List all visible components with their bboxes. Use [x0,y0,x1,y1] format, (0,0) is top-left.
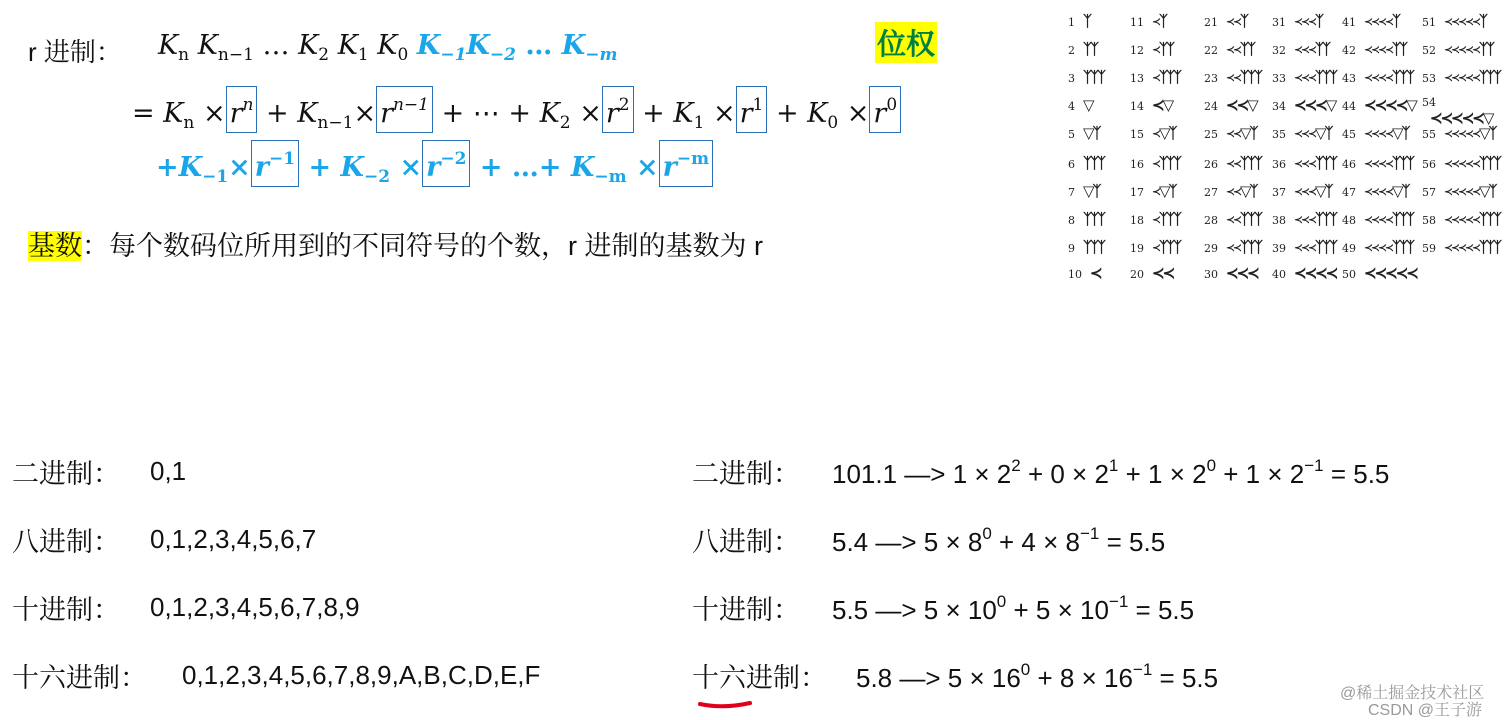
hex-digits: 0,1,2,3,4,5,6,7,8,9,A,B,C,D,E,F [182,660,541,690]
cuneiform-cell [1068,154,1104,172]
cuneiform-number: 36 [1272,158,1286,171]
cuneiform-cell [1342,182,1409,200]
cuneiform-glyph-icon: ≺≺▽ᛉ [1226,182,1257,200]
cuneiform-glyph-icon: ≺ᛉᛉ [1152,40,1174,58]
cuneiform-glyph-icon: ≺≺≺≺▽ᛉ [1364,182,1409,200]
cuneiform-glyph-icon: ▽ᛉ [1083,124,1100,142]
cuneiform-cell [1130,68,1180,86]
cuneiform-glyph-icon: ≺≺≺≺≺ᛉ [1444,12,1487,30]
cuneiform-glyph-icon: ᛉ [1083,12,1091,30]
cuneiform-number: 15 [1130,128,1144,141]
cuneiform-glyph-icon: ≺≺≺≺≺ᛉᛉᛉ [1444,68,1501,86]
cuneiform-cell [1204,68,1261,86]
cuneiform-cell [1068,96,1093,114]
cuneiform-cell [1272,68,1336,86]
cuneiform-cell [1130,12,1166,30]
cuneiform-number: 50 [1342,268,1356,281]
cuneiform-number: 23 [1204,72,1218,85]
red-underline-mark [696,696,756,712]
base-definition [28,224,763,263]
cuneiform-glyph-icon: ▽ᛉ [1083,182,1100,200]
cuneiform-number: 4 [1068,100,1075,113]
binary-digits: 0,1 [150,456,187,486]
cuneiform-cell [1130,210,1180,228]
cuneiform-glyph-icon: ≺≺ᛉᛉᛉ [1226,154,1262,172]
cuneiform-number: 12 [1130,44,1144,57]
cuneiform-cell [1130,40,1173,58]
cuneiform-glyph-icon: ᛉᛉᛉ [1083,154,1105,172]
cuneiform-number: 20 [1130,268,1144,281]
cuneiform-glyph-icon: ▽ [1083,96,1093,114]
cuneiform-number: 6 [1068,158,1075,171]
watermark-juejin: @稀土掘金技术社区 [1340,685,1485,702]
binary-example: 101.1 —> $1 \times 2^2 + 0 \times 2^1 + 1 \times 2^0 + 1 \times 2^{-1} = 5.5$ [832,456,1390,489]
cuneiform-number: 17 [1130,186,1144,199]
cuneiform-cell [1204,124,1257,142]
cuneiform-number: 41 [1342,16,1356,29]
cuneiform-glyph-icon: ≺≺≺▽ᛉ [1294,124,1332,142]
cuneiform-number: 11 [1130,16,1144,29]
cuneiform-glyph-icon: ≺≺≺≺ᛉᛉᛉ [1364,210,1414,228]
cuneiform-number: 21 [1204,16,1218,29]
cuneiform-glyph-icon: ≺≺≺ᛉᛉᛉ [1294,68,1337,86]
cuneiform-cell [1342,154,1413,172]
cuneiform-cell [1204,264,1258,282]
weight-box: $r^{-m}$ [659,140,713,187]
cuneiform-glyph-icon: ≺≺≺≺ᛉᛉᛉ [1364,238,1414,256]
cuneiform-number: 14 [1130,100,1144,113]
cuneiform-number: 26 [1204,158,1218,171]
cuneiform-glyph-icon: ≺≺≺≺ᛉᛉᛉ [1364,154,1414,172]
cuneiform-glyph-icon: ≺≺≺≺≺ᛉᛉᛉ [1444,154,1501,172]
cuneiform-cell [1130,264,1173,282]
cuneiform-glyph-icon: ≺≺≺ᛉᛉ [1294,40,1330,58]
cuneiform-number: 7 [1068,186,1075,199]
cuneiform-glyph-icon: ≺≺≺≺ᛉ [1364,12,1400,30]
weight-box: $r^{-1}$ [251,140,299,187]
decimal-example: 5.5 —> $5 \times 10^0 + 5 \times 10^{-1} = 5.5$ [832,592,1195,625]
cuneiform-cell [1272,96,1335,114]
cuneiform-number: 29 [1204,242,1218,255]
octal-digits: 0,1,2,3,4,5,6,7 [150,524,317,554]
cuneiform-number: 55 [1422,128,1436,141]
cuneiform-number: 2 [1068,44,1075,57]
cuneiform-cell [1068,210,1104,228]
cuneiform-cell [1204,12,1247,30]
cuneiform-glyph-icon: ≺≺ [1152,264,1174,282]
cuneiform-number: 10 [1068,268,1082,281]
cuneiform-cell [1068,238,1104,256]
cuneiform-glyph-icon: ᛉᛉᛉ [1083,238,1105,256]
cuneiform-number: 8 [1068,214,1075,227]
binary-digits-row: 二进制： [12,459,120,489]
hex-example: 5.8 —> $5 \times 16^0 + 8 \times 16^{-1} = 5.5$ [856,660,1219,693]
cuneiform-cell [1204,238,1261,256]
cuneiform-glyph-icon: ≺≺≺≺ [1294,264,1337,282]
cuneiform-number: 1 [1068,16,1075,29]
cuneiform-glyph-icon: ≺≺≺▽ᛉ [1294,182,1332,200]
cuneiform-glyph-icon: ≺≺≺≺≺▽ [1430,109,1493,127]
weight-box: $r^2$ [602,86,634,133]
cuneiform-glyph-icon: ≺≺≺ [1226,264,1258,282]
cuneiform-number: 59 [1422,242,1436,255]
cuneiform-number: 32 [1272,44,1286,57]
cuneiform-glyph-icon: ≺▽ᛉ [1152,182,1176,200]
cuneiform-cell [1342,40,1406,58]
cuneiform-number: 44 [1342,100,1356,113]
cuneiform-number: 42 [1342,44,1356,57]
cuneiform-glyph-icon: ≺ᛉ [1152,12,1167,30]
cuneiform-glyph-icon: ᛉᛉᛉ [1083,68,1105,86]
weight-box: $r^{n-1}$ [376,86,433,133]
cuneiform-number: 57 [1422,186,1436,199]
cuneiform-number: 27 [1204,186,1218,199]
expansion-row-fraction: $+K_{-1}\times r^{-1} + K_{-2} \times r^{-2}$ + …+ $K_{-m} \times r^{-m}$ [156,140,713,187]
cuneiform-glyph-icon: ≺≺≺≺≺▽ᛉ [1444,182,1496,200]
cuneiform-glyph-icon: ≺≺ᛉᛉᛉ [1226,210,1262,228]
cuneiform-glyph-icon: ≺≺ᛉᛉᛉ [1226,68,1262,86]
weight-box: $r^0$ [869,86,901,133]
cuneiform-glyph-icon: ≺ᛉᛉᛉ [1152,154,1181,172]
cuneiform-glyph-icon: ≺≺≺ᛉ [1294,12,1323,30]
cuneiform-number: 35 [1272,128,1286,141]
octal-example: 5.4 —> $5 \times 8^0 + 4 \times 8^{-1} = 5.5$ [832,524,1166,557]
cuneiform-number: 54 [1422,96,1436,109]
cuneiform-cell [1342,124,1409,142]
cuneiform-number: 40 [1272,268,1286,281]
cuneiform-number: 58 [1422,214,1436,227]
base-definition-text: ：每个数码位所用到的不同符号的个数，r 进制的基数为 r [82,231,763,261]
cuneiform-glyph-icon: ≺≺≺≺ᛉᛉ [1364,40,1407,58]
cuneiform-cell [1342,96,1416,114]
cuneiform-cell [1342,12,1399,30]
cuneiform-number: 38 [1272,214,1286,227]
cuneiform-number: 28 [1204,214,1218,227]
cuneiform-number: 25 [1204,128,1218,141]
cuneiform-cell [1068,40,1097,58]
cuneiform-cell [1342,238,1413,256]
cuneiform-number: 49 [1342,242,1356,255]
cuneiform-glyph-icon: ≺≺ᛉᛉ [1226,40,1255,58]
cuneiform-number: 37 [1272,186,1286,199]
cuneiform-cell [1204,182,1257,200]
cuneiform-number: 51 [1422,16,1436,29]
cuneiform-glyph-icon: ≺▽ᛉ [1152,124,1176,142]
cuneiform-cell [1342,68,1413,86]
cuneiform-cell [1272,264,1336,282]
cuneiform-glyph-icon: ≺≺≺≺≺ [1364,264,1417,282]
cuneiform-number: 48 [1342,214,1356,227]
cuneiform-glyph-icon: ≺≺ᛉᛉᛉ [1226,238,1262,256]
cuneiform-cell [1204,96,1257,114]
decimal-digits-row: 十进制： [12,595,120,625]
cuneiform-number: 24 [1204,100,1218,113]
radix-label: r 进制： [28,37,122,67]
cuneiform-number: 22 [1204,44,1218,57]
cuneiform-cell [1342,264,1417,282]
octal-example-label: 八进制： [692,527,800,557]
cuneiform-glyph-icon: ᛉᛉ [1083,40,1098,58]
cuneiform-cell [1204,210,1261,228]
cuneiform-glyph-icon: ≺≺≺≺▽ᛉ [1364,124,1409,142]
cuneiform-number: 13 [1130,72,1144,85]
cuneiform-glyph-icon: ≺≺≺ᛉᛉᛉ [1294,210,1337,228]
cuneiform-number: 31 [1272,16,1286,29]
cuneiform-number: 43 [1342,72,1356,85]
cuneiform-glyph-icon: ≺≺ᛉ [1226,12,1248,30]
cuneiform-cell [1204,40,1254,58]
cuneiform-cell [1422,154,1500,172]
cuneiform-number: 5 [1068,128,1075,141]
cuneiform-cell [1130,182,1176,200]
cuneiform-glyph-icon: ≺≺≺≺≺ᛉᛉᛉ [1444,210,1501,228]
cuneiform-cell [1422,238,1500,256]
cuneiform-cell [1422,68,1500,86]
cuneiform-glyph-icon: ≺≺≺≺≺ᛉᛉᛉ [1444,238,1501,256]
cuneiform-cell [1422,96,1502,127]
cuneiform-cell [1342,210,1413,228]
cuneiform-glyph-icon: ≺▽ [1152,96,1173,114]
cuneiform-number: 56 [1422,158,1436,171]
watermark-csdn: CSDN @王子游 [1368,702,1483,719]
cuneiform-number: 9 [1068,242,1075,255]
cuneiform-cell [1068,12,1090,30]
weight-box: $r^{-2}$ [422,140,470,187]
binary-example-label: 二进制： [692,459,800,489]
cuneiform-glyph-icon: ≺ᛉᛉᛉ [1152,68,1181,86]
cuneiform-cell [1068,264,1101,282]
cuneiform-glyph-icon: ≺≺▽ᛉ [1226,124,1257,142]
cuneiform-cell [1130,96,1172,114]
cuneiform-number: 19 [1130,242,1144,255]
cuneiform-cell [1422,124,1496,142]
cuneiform-cell [1272,124,1332,142]
cuneiform-cell [1422,40,1493,58]
cuneiform-glyph-icon: ≺ᛉᛉᛉ [1152,238,1181,256]
hex-example-label: 十六进制： [692,663,827,693]
cuneiform-number: 3 [1068,72,1075,85]
cuneiform-numeral-table [1062,0,1502,286]
cuneiform-cell [1130,154,1180,172]
cuneiform-cell [1422,182,1496,200]
fractional-digits: $K_{-1}K_{-2}$ … $K_{-m}$ [416,30,618,65]
weight-box: $r^1$ [736,86,768,133]
cuneiform-number: 18 [1130,214,1144,227]
decimal-example-label: 十进制： [692,595,800,625]
cuneiform-number: 45 [1342,128,1356,141]
cuneiform-number: 52 [1422,44,1436,57]
expansion-row-integer: = $K_n \times r^n + K_{n-1}\times r^{n-1}$ + ⋯ + $K_2 \times r^2 + K_1 \times r^1 + K_0 \times r^0$ [132,86,901,133]
cuneiform-number: 34 [1272,100,1286,113]
cuneiform-number: 16 [1130,158,1144,171]
cuneiform-cell [1130,238,1180,256]
cuneiform-glyph-icon: ≺≺▽ [1226,96,1257,114]
cuneiform-glyph-icon: ≺ᛉᛉᛉ [1152,210,1181,228]
decimal-digits: 0,1,2,3,4,5,6,7,8,9 [150,592,360,622]
cuneiform-glyph-icon: ≺≺≺≺▽ [1364,96,1416,114]
cuneiform-cell [1272,154,1336,172]
cuneiform-glyph-icon: ≺≺≺≺≺▽ᛉ [1444,124,1496,142]
cuneiform-glyph-icon: ≺≺≺▽ [1294,96,1336,114]
cuneiform-glyph-icon: ᛉᛉᛉ [1083,210,1105,228]
octal-digits-row: 八进制： [12,527,120,557]
cuneiform-number: 30 [1204,268,1218,281]
cuneiform-cell [1272,182,1332,200]
cuneiform-glyph-icon: ≺ [1090,264,1101,282]
cuneiform-cell [1204,154,1261,172]
cuneiform-cell [1130,124,1176,142]
cuneiform-cell [1422,210,1500,228]
cuneiform-number: 53 [1422,72,1436,85]
cuneiform-cell [1272,12,1322,30]
cuneiform-number: 39 [1272,242,1286,255]
cuneiform-cell [1422,12,1486,30]
cuneiform-cell [1068,68,1104,86]
cuneiform-number: 46 [1342,158,1356,171]
cuneiform-number: 47 [1342,186,1356,199]
cuneiform-cell [1272,238,1336,256]
hex-digits-row: 十六进制： [12,663,147,693]
cuneiform-glyph-icon: ≺≺≺≺ᛉᛉᛉ [1364,68,1414,86]
position-weight-label: 位权 [875,22,937,63]
digits-line: $K_n$ $K_{n-1}$ … $K_2$ $K_1$ $K_0$ $K_{-1}K_{-2}$ … $K_{-m}$ [158,30,618,65]
cuneiform-glyph-icon: ≺≺≺≺≺ᛉᛉ [1444,40,1494,58]
cuneiform-glyph-icon: ≺≺≺ᛉᛉᛉ [1294,238,1337,256]
cuneiform-cell [1068,124,1100,142]
base-term: 基数 [28,231,82,261]
cuneiform-glyph-icon: ≺≺≺ᛉᛉᛉ [1294,154,1337,172]
cuneiform-number: 33 [1272,72,1286,85]
cuneiform-cell [1068,182,1100,200]
weight-box: $r^n$ [226,86,258,133]
cuneiform-cell [1272,210,1336,228]
cuneiform-cell [1272,40,1329,58]
